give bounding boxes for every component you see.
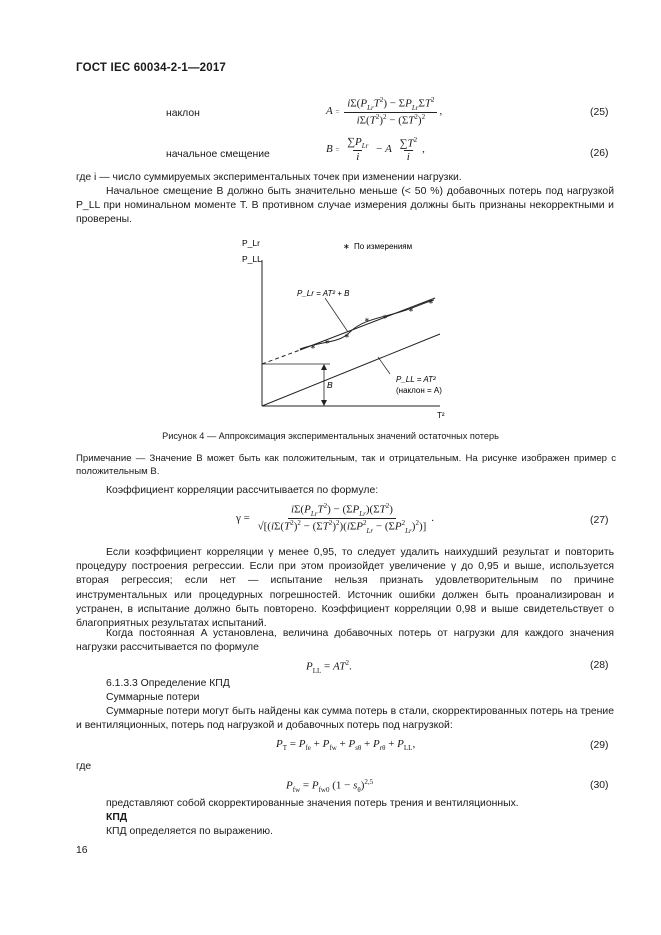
sum-losses-paragraph: Суммарные потери могут быть найдены как сумма потерь в стали, скорректированных потерь на трение и вентиляционных, потерь под нагрузкой и добавочных потерь под нагрузкой:	[76, 706, 614, 732]
svg-text:∗: ∗	[310, 344, 316, 351]
after-eq30-text: представляют собой скорректированные значения потерь трения и вентиляционных.	[106, 798, 519, 809]
svg-text:∗: ∗	[428, 299, 434, 306]
figure-note: Примечание — Значение B может быть как положительным, так и отрицательным. На рисунке изображен пример с положительным B.	[76, 453, 616, 477]
kpd-text: КПД определяется по выражению.	[106, 826, 273, 837]
eq30-number: (30)	[590, 780, 609, 791]
eq25-formula: A = $\frac{i\Sigma(P_{Lr}T^2) - \Sigma P_{Lr}\Sigma T^2}{i\Sigma(T^2)^2 - (\Sigma T^2)^2}$ ,	[326, 96, 443, 127]
sum-losses-title: Суммарные потери	[106, 692, 200, 703]
offset-paragraph: Начальное смещение B должно быть значительно меньше (< 50 %) добавочных потерь под нагрузкой P_LL при номинальном моменте T. В противном случае измерения должны быть признаны некорректными и проверены.	[76, 186, 614, 226]
eq27-formula: γ = $\frac{i\Sigma(P_{Lr}T^2) - (\Sigma P_{Lr})(\Sigma T^2)}{√[(i\Sigma(T^2)^2 - (\Sigma T^2)^2)(i\Sigma P^2_{Lr} - (\Sigma P^2_{Lr})^2)]}$ .	[236, 502, 435, 535]
page-number: 16	[76, 845, 88, 856]
legend-text: По измерениям	[354, 242, 413, 251]
eq27-number: (27)	[590, 515, 609, 526]
correlation-intro: Коэффициент корреляции рассчитывается по формуле:	[106, 485, 379, 496]
eq29-formula: $P_T = P_{fe} + P_{fw} + P_{s\theta} + P_{r\theta} + P_{LL}$,	[276, 738, 416, 753]
eq26-label: начальное смещение	[166, 149, 270, 160]
regression-extrapolation	[262, 350, 300, 364]
eq25-label: наклон	[166, 108, 200, 119]
curve1-label: P_Lr = AT² + B	[297, 289, 350, 298]
curve1-leader	[325, 298, 348, 332]
eq30-formula: $P_{fw} = P_{fw0}$ $(1 - s_\theta)^{2,5}$	[286, 778, 374, 794]
correlation-paragraph: Если коэффициент корреляции γ менее 0,95, то следует удалить наихудший результат и повторить процедуру построения регрессии. Если при этом произойдет увеличение γ до 0,95 и выше, используется вторая регрессия; если нет — испытание нельзя признать удовлетворительным по причине инструментальных или процедурных погрешностей. Источник ошибки должен быть проанализирован и устранен, в испытание должно быть повторено. Коэффициент корреляции 0,98 и выше свидетельствует о благоприятных результатах испытаний.	[76, 547, 614, 630]
document-header: ГОСТ IEC 60034-2-1—2017	[76, 62, 227, 74]
pll-slope-label: (наклон = A)	[396, 386, 442, 395]
figure-caption: Рисунок 4 — Аппроксимация экспериментальных значений остаточных потерь	[162, 431, 499, 441]
eq28-formula: $P_{LL} = AT^2$.	[306, 659, 352, 675]
eq26-formula: B = $\frac{\sum P_{Lr}}{i}$ − A $\frac{\sum T^2}{i}$ ,	[326, 136, 425, 164]
eq25-number: (25)	[590, 107, 609, 118]
eq28-number: (28)	[590, 660, 609, 671]
figure-xlabel: T²	[437, 411, 445, 420]
svg-text:∗: ∗	[344, 333, 350, 340]
svg-text:∗: ∗	[324, 339, 330, 346]
eq26-number: (26)	[590, 148, 609, 159]
offset-label: B	[327, 380, 333, 390]
svg-text:∗: ∗	[408, 307, 414, 314]
svg-text:∗: ∗	[382, 314, 388, 321]
where-label: где	[76, 761, 92, 772]
legend-marker: ∗	[343, 242, 350, 251]
pll-leader	[378, 357, 390, 374]
figure-ylabel-top: P_Lr	[242, 238, 260, 248]
kpd-title: КПД	[106, 812, 128, 823]
svg-text:∗: ∗	[364, 317, 370, 324]
regression-line	[300, 298, 435, 350]
figure-4	[230, 232, 460, 422]
pll-label: P_LL = AT²	[396, 375, 436, 384]
figure-ylabel-bottom: P_LL	[242, 254, 262, 264]
where-i-text: где i — число суммируемых экспериментальных точек при изменении нагрузки.	[76, 172, 462, 183]
eq29-number: (29)	[590, 740, 609, 751]
constant-paragraph: Когда постоянная A установлена, величина добавочных потерь от нагрузки для каждого значения нагрузки рассчитывается по формуле	[76, 628, 614, 654]
pll-line	[262, 334, 440, 406]
section-heading: 6.1.3.3 Определение КПД	[106, 678, 230, 689]
